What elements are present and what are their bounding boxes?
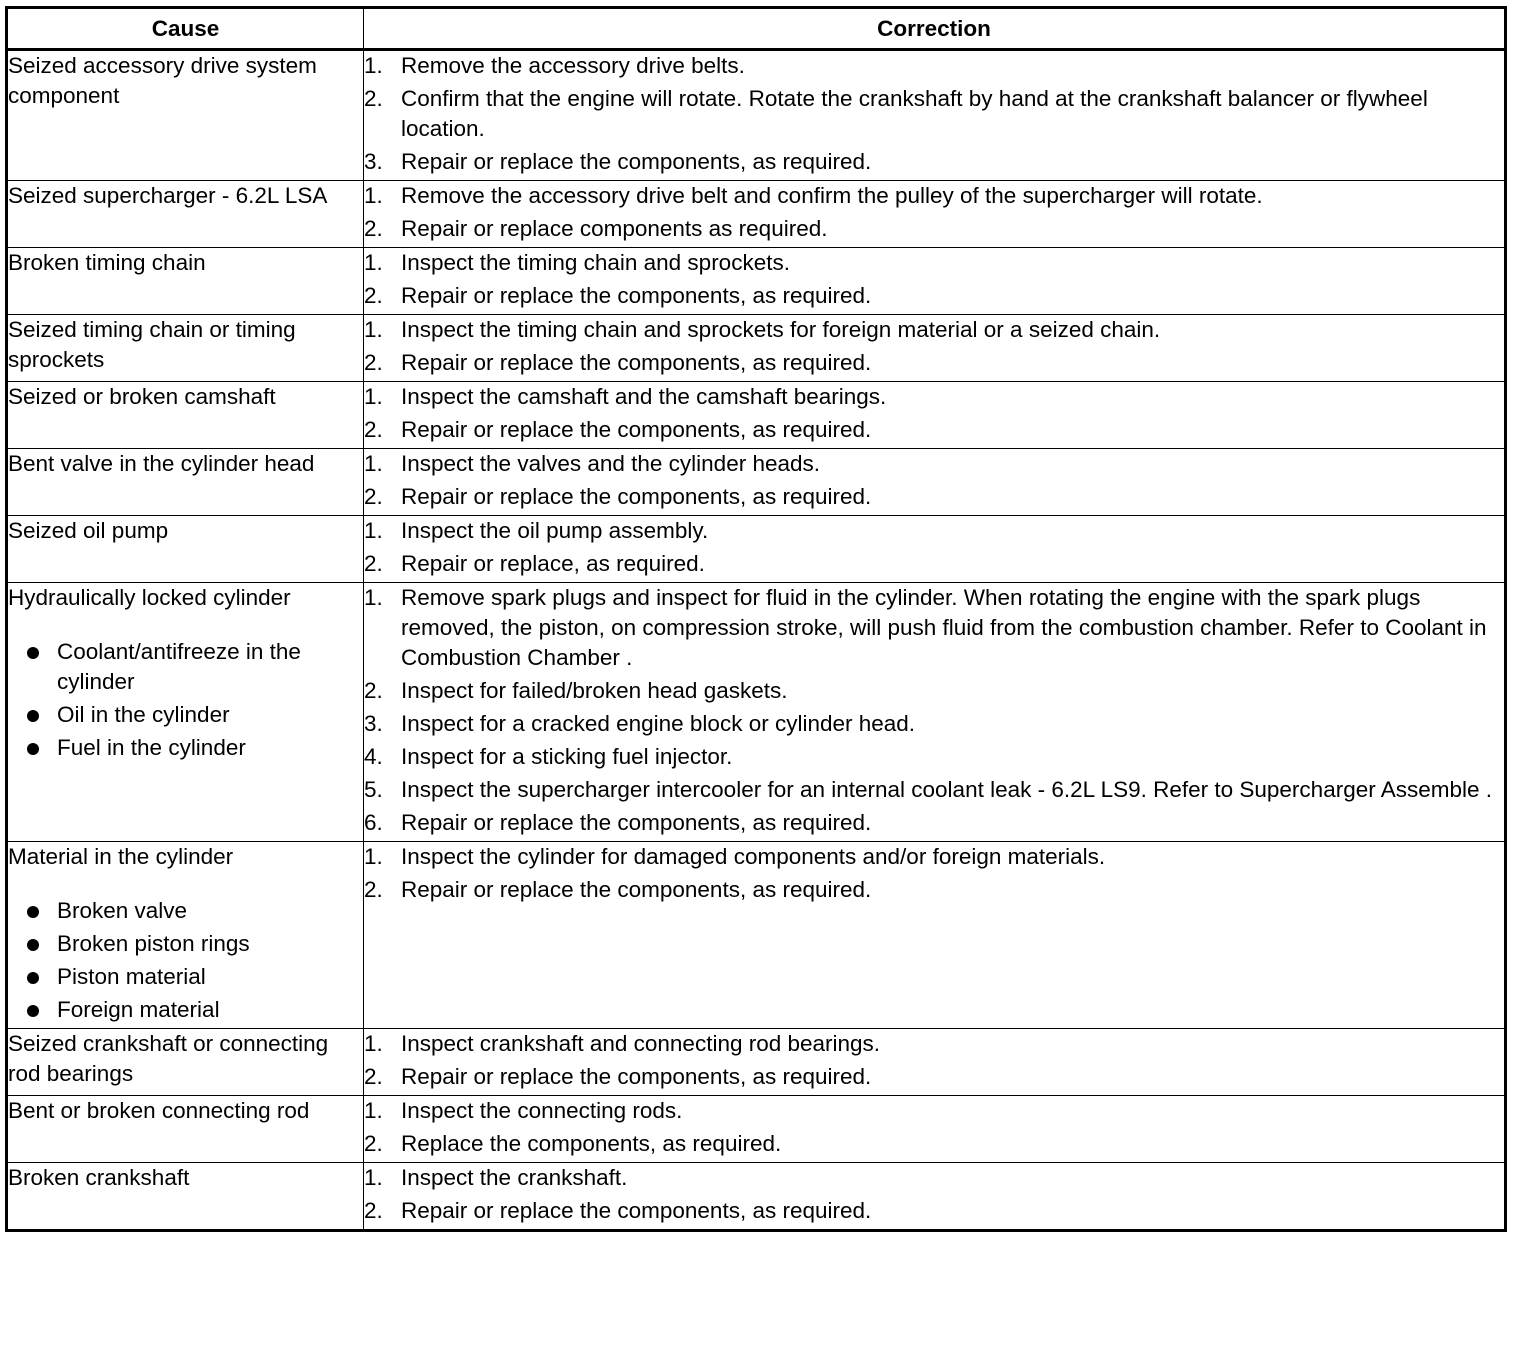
table-row — [7, 315, 1506, 382]
cause-cell — [7, 842, 364, 1029]
step-number: 2. — [364, 1198, 383, 1223]
table-row — [7, 1163, 1506, 1231]
correction-step-list — [364, 449, 1504, 512]
step-number: 2. — [364, 283, 383, 308]
step-text: Replace the components, as required. — [401, 1131, 782, 1156]
correction-step — [364, 516, 1504, 546]
correction-step — [364, 1196, 1504, 1226]
table-row — [7, 1096, 1506, 1163]
correction-step-list — [364, 315, 1504, 378]
step-number: 1. — [364, 451, 383, 476]
correction-step — [364, 382, 1504, 412]
step-number: 2. — [364, 86, 383, 111]
step-text: Inspect the valves and the cylinder heads. — [401, 451, 821, 476]
correction-step — [364, 1163, 1504, 1193]
correction-step-list — [364, 583, 1504, 838]
table-row — [7, 842, 1506, 1029]
correction-cell — [364, 1163, 1506, 1231]
correction-step — [364, 775, 1504, 805]
step-text: Repair or replace the components, as required. — [401, 1064, 872, 1089]
correction-step — [364, 281, 1504, 311]
cause-bullet-list — [8, 896, 363, 1025]
correction-step — [364, 1096, 1504, 1126]
correction-step-list — [364, 516, 1504, 579]
correction-step — [364, 84, 1504, 144]
cause-cell — [7, 1096, 364, 1163]
cause-bullet-item: Broken valve — [8, 896, 363, 926]
cause-text: Seized accessory drive system component — [8, 53, 317, 108]
cause-cell — [7, 516, 364, 583]
step-number: 2. — [364, 350, 383, 375]
step-number: 2. — [364, 1131, 383, 1156]
step-text: Repair or replace the components, as required. — [401, 810, 872, 835]
correction-step-list — [364, 382, 1504, 445]
table-row — [7, 1029, 1506, 1096]
correction-step — [364, 482, 1504, 512]
step-text: Inspect the connecting rods. — [401, 1098, 683, 1123]
step-text: Inspect the oil pump assembly. — [401, 518, 709, 543]
step-text: Inspect crankshaft and connecting rod bearings. — [401, 1031, 881, 1056]
cause-cell — [7, 248, 364, 315]
step-text: Repair or replace the components, as required. — [401, 350, 872, 375]
correction-step — [364, 676, 1504, 706]
step-text: Inspect the camshaft and the camshaft bearings. — [401, 384, 887, 409]
cause-cell — [7, 449, 364, 516]
step-number: 2. — [364, 877, 383, 902]
correction-cell — [364, 1096, 1506, 1163]
step-text: Inspect the timing chain and sprockets. — [401, 250, 790, 275]
cause-bullet-item: Coolant/antifreeze in the cylinder — [8, 637, 363, 697]
table-row — [7, 382, 1506, 449]
table-header — [7, 8, 1506, 50]
cause-text: Hydraulically locked cylinder — [8, 585, 291, 610]
correction-step — [364, 549, 1504, 579]
correction-cell — [364, 842, 1506, 1029]
step-text: Remove spark plugs and inspect for fluid in the cylinder. When rotating the engine with the spark plugs removed, the piston, on compression stroke, will push fluid from the combustion chamber. Refer to Coolant in Combustion Chamber . — [401, 585, 1487, 670]
cause-text: Bent or broken connecting rod — [8, 1098, 310, 1123]
step-number: 2. — [364, 417, 383, 442]
correction-cell — [364, 583, 1506, 842]
cause-cell — [7, 50, 364, 181]
step-text: Inspect the cylinder for damaged components and/or foreign materials. — [401, 844, 1106, 869]
cause-cell — [7, 583, 364, 842]
cause-bullet-item: Oil in the cylinder — [8, 700, 363, 730]
step-text: Inspect the crankshaft. — [401, 1165, 628, 1190]
correction-step-list — [364, 842, 1504, 905]
cause-text: Material in the cylinder — [8, 844, 234, 869]
correction-step — [364, 808, 1504, 838]
correction-step — [364, 51, 1504, 81]
cause-cell — [7, 181, 364, 248]
correction-step-list — [364, 51, 1504, 177]
cause-correction-table — [5, 6, 1507, 1232]
table-row — [7, 181, 1506, 248]
cause-text: Broken timing chain — [8, 250, 206, 275]
correction-step — [364, 742, 1504, 772]
step-number: 3. — [364, 711, 383, 736]
cause-cell — [7, 1029, 364, 1096]
step-text: Inspect the supercharger intercooler for an internal coolant leak - 6.2L LS9. Refer to Supercharger Assemble . — [401, 777, 1493, 802]
step-text: Repair or replace the components, as required. — [401, 417, 872, 442]
cause-text: Seized oil pump — [8, 518, 169, 543]
correction-step — [364, 449, 1504, 479]
step-text: Repair or replace the components, as required. — [401, 283, 872, 308]
correction-step-list — [364, 1029, 1504, 1092]
step-text: Confirm that the engine will rotate. Rotate the crankshaft by hand at the crankshaft balancer or flywheel location. — [401, 86, 1428, 141]
correction-step-list — [364, 248, 1504, 311]
correction-step — [364, 1129, 1504, 1159]
step-number: 1. — [364, 1031, 383, 1056]
step-text: Remove the accessory drive belt and confirm the pulley of the supercharger will rotate. — [401, 183, 1263, 208]
table-row — [7, 248, 1506, 315]
correction-cell — [364, 248, 1506, 315]
step-number: 2. — [364, 678, 383, 703]
correction-cell — [364, 382, 1506, 449]
correction-step-list — [364, 181, 1504, 244]
step-text: Repair or replace components as required. — [401, 216, 828, 241]
table-row — [7, 516, 1506, 583]
step-number: 1. — [364, 1098, 383, 1123]
cause-cell — [7, 1163, 364, 1231]
correction-step — [364, 875, 1504, 905]
correction-step — [364, 415, 1504, 445]
correction-cell — [364, 315, 1506, 382]
cause-bullet-item: Piston material — [8, 962, 363, 992]
correction-cell — [364, 181, 1506, 248]
step-number: 1. — [364, 518, 383, 543]
step-number: 6. — [364, 810, 383, 835]
correction-cell — [364, 516, 1506, 583]
step-text: Repair or replace the components, as required. — [401, 1198, 872, 1223]
step-text: Inspect the timing chain and sprockets for foreign material or a seized chain. — [401, 317, 1161, 342]
table-row — [7, 50, 1506, 181]
cause-text: Seized timing chain or timing sprockets — [8, 317, 296, 372]
step-number: 1. — [364, 1165, 383, 1190]
cause-text: Bent valve in the cylinder head — [8, 451, 315, 476]
cause-bullet-item: Broken piston rings — [8, 929, 363, 959]
table-row — [7, 449, 1506, 516]
cause-text: Seized or broken camshaft — [8, 384, 276, 409]
step-text: Repair or replace, as required. — [401, 551, 705, 576]
correction-step — [364, 1029, 1504, 1059]
cause-text: Broken crankshaft — [8, 1165, 190, 1190]
step-number: 2. — [364, 216, 383, 241]
correction-step — [364, 248, 1504, 278]
step-number: 1. — [364, 317, 383, 342]
step-text: Inspect for failed/broken head gaskets. — [401, 678, 788, 703]
correction-step-list — [364, 1096, 1504, 1159]
step-number: 1. — [364, 844, 383, 869]
cause-bullet-item: Foreign material — [8, 995, 363, 1025]
cause-cell — [7, 315, 364, 382]
correction-cell — [364, 1029, 1506, 1096]
cause-text: Seized supercharger - 6.2L LSA — [8, 183, 328, 208]
cause-text: Seized crankshaft or connecting rod bearings — [8, 1031, 329, 1086]
step-number: 1. — [364, 250, 383, 275]
correction-cell — [364, 449, 1506, 516]
correction-step — [364, 315, 1504, 345]
step-number: 2. — [364, 1064, 383, 1089]
step-number: 1. — [364, 384, 383, 409]
cause-cell — [7, 382, 364, 449]
header-cause: Cause — [7, 8, 364, 50]
correction-step — [364, 214, 1504, 244]
step-number: 2. — [364, 551, 383, 576]
step-text: Remove the accessory drive belts. — [401, 53, 745, 78]
step-text: Repair or replace the components, as required. — [401, 149, 872, 174]
step-number: 5. — [364, 777, 383, 802]
step-number: 1. — [364, 585, 383, 610]
correction-step — [364, 842, 1504, 872]
cause-bullet-list — [8, 637, 363, 763]
table-row — [7, 583, 1506, 842]
correction-step — [364, 348, 1504, 378]
cause-bullet-item: Fuel in the cylinder — [8, 733, 363, 763]
table-body — [7, 50, 1506, 1231]
step-number: 4. — [364, 744, 383, 769]
step-number: 1. — [364, 183, 383, 208]
correction-step — [364, 709, 1504, 739]
correction-step — [364, 181, 1504, 211]
step-text: Repair or replace the components, as required. — [401, 877, 872, 902]
step-text: Inspect for a sticking fuel injector. — [401, 744, 733, 769]
header-correction: Correction — [364, 8, 1506, 50]
correction-cell — [364, 50, 1506, 181]
correction-step — [364, 1062, 1504, 1092]
step-number: 3. — [364, 149, 383, 174]
step-text: Repair or replace the components, as required. — [401, 484, 872, 509]
step-text: Inspect for a cracked engine block or cylinder head. — [401, 711, 916, 736]
correction-step — [364, 147, 1504, 177]
correction-step — [364, 583, 1504, 673]
correction-step-list — [364, 1163, 1504, 1226]
step-number: 1. — [364, 53, 383, 78]
header-row — [7, 8, 1506, 50]
step-number: 2. — [364, 484, 383, 509]
